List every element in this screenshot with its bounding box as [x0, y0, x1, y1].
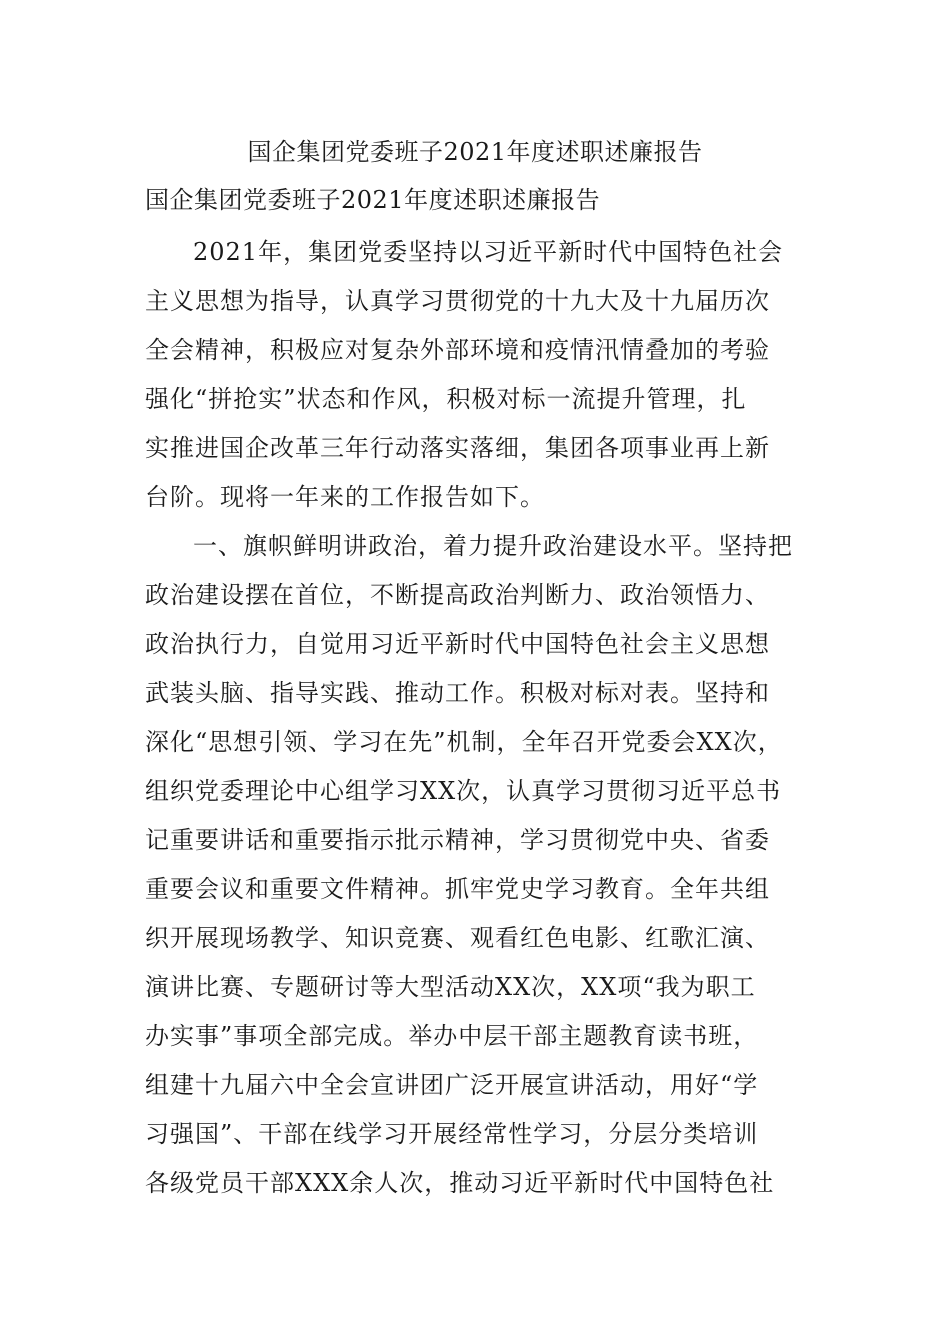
body-line: 一、旗帜鲜明讲政治，着力提升政治建设水平。坚持把: [193, 532, 793, 560]
body-line: 组建十九届六中全会宣讲团广泛开展宣讲活动，用好“学: [145, 1071, 759, 1099]
body-line: 政治建设摆在首位，不断提高政治判断力、政治领悟力、: [145, 581, 770, 609]
body-line: 演讲比赛、专题研讨等大型活动XX次，XX项“我为职工: [145, 973, 756, 1001]
body-line: 织开展现场教学、知识竞赛、观看红色电影、红歌汇演、: [145, 924, 770, 952]
body-line: 武装头脑、指导实践、推动工作。积极对标对表。坚持和: [145, 679, 770, 707]
body-line: 实推进国企改革三年行动落实落细，集团各项事业再上新: [145, 434, 770, 462]
document-title: 国企集团党委班子2021年度述职述廉报告: [247, 138, 703, 166]
document-body: [145, 228, 815, 1208]
body-line: 组织党委理论中心组学习XX次，认真学习贯彻习近平总书: [145, 777, 782, 805]
body-line: 办实事”事项全部完成。举办中层干部主题教育读书班，: [145, 1022, 759, 1050]
document-subtitle: 国企集团党委班子2021年度述职述廉报告: [145, 186, 601, 214]
body-line: 强化“拼抢实”状态和作风，积极对标一流提升管理，扎: [145, 385, 747, 413]
body-line: 重要会议和重要文件精神。抓牢党史学习教育。全年共组: [145, 875, 770, 903]
body-line: 主义思想为指导，认真学习贯彻党的十九大及十九届历次: [145, 287, 770, 315]
body-line: 2021年，集团党委坚持以习近平新时代中国特色社会: [193, 238, 784, 266]
body-line: 全会精神，积极应对复杂外部环境和疫情汛情叠加的考验: [145, 336, 770, 364]
body-line: 记重要讲话和重要指示批示精神，学习贯彻党中央、省委: [145, 826, 770, 854]
body-line: 习强国”、干部在线学习开展经常性学习，分层分类培训: [145, 1120, 759, 1148]
body-line: 台阶。现将一年来的工作报告如下。: [145, 483, 545, 511]
body-line: 政治执行力，自觉用习近平新时代中国特色社会主义思想: [145, 630, 770, 658]
body-line: 深化“思想引领、学习在先”机制，全年召开党委会XX次，: [145, 728, 783, 756]
body-line: 各级党员干部XXX余人次，推动习近平新时代中国特色社: [145, 1169, 775, 1197]
